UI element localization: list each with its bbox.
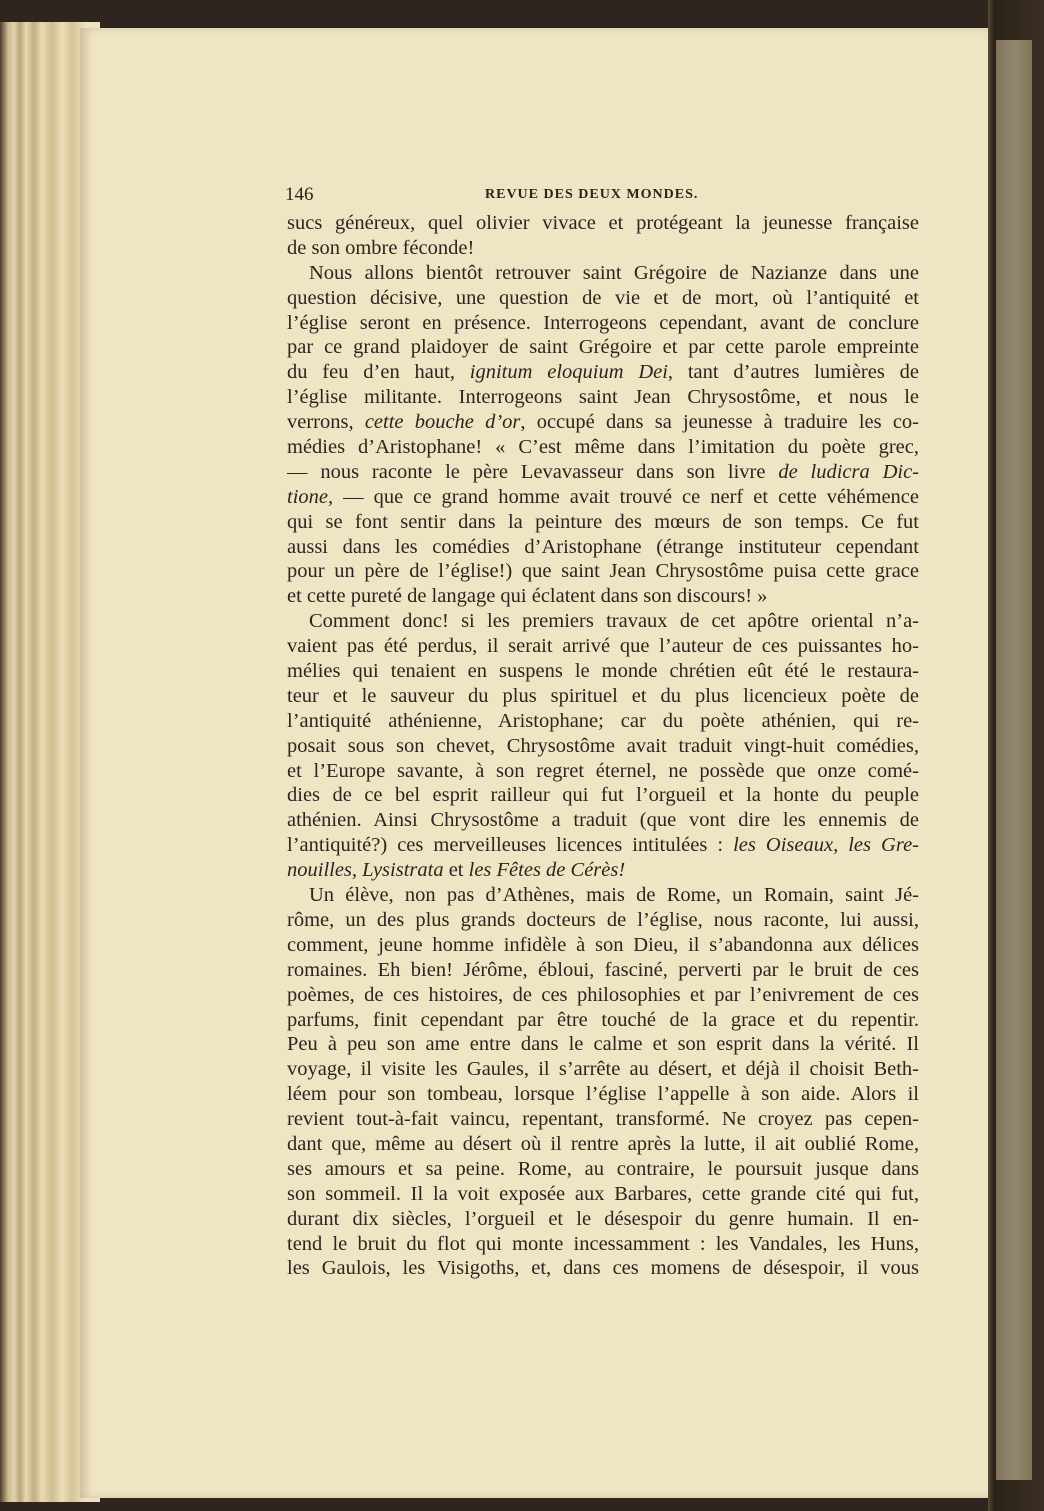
italic-text: tione, [287, 485, 334, 508]
text-segment: question décisive, une question de vie et de mort, où l’antiquité et [287, 286, 919, 309]
text-line [287, 286, 919, 311]
text-line [287, 709, 919, 734]
page-header [285, 184, 915, 208]
text-line [287, 759, 919, 784]
text-segment: athénien. Ainsi Chrysostôme a traduit (que vont dire les ennemis de [287, 809, 919, 832]
text-segment: , tant d’autres lumières de [667, 361, 919, 384]
text-segment: les Gaulois, les Visigoths, et, dans ces momens de désespoir, il vous [287, 1257, 919, 1280]
text-line [287, 734, 919, 759]
text-line [287, 236, 919, 261]
text-segment: parfums, finit cependant par être touché de la grace et du repentir. [287, 1008, 919, 1031]
text-line [287, 410, 919, 435]
text-segment: Un élève, non pas d’Athènes, mais de Rome, un Romain, saint Jé- [309, 884, 919, 907]
text-segment: — que ce grand homme avait trouvé ce nerf et cette véhémence [333, 485, 919, 508]
text-line [287, 1256, 919, 1281]
text-segment: teur et le sauveur du plus spirituel et du plus licencieux poète de [287, 684, 919, 707]
text-line [287, 1107, 919, 1132]
text-segment: par ce grand plaidoyer de saint Grégoire et par cette parole empreinte [287, 336, 919, 359]
text-line [287, 559, 919, 584]
text-segment: vaient pas été perdus, il serait arrivé que l’auteur de ces puissantes ho- [287, 635, 919, 658]
text-line [287, 684, 919, 709]
text-line [287, 261, 919, 286]
text-segment: rôme, un des plus grands docteurs de l’église, nous raconte, lui aussi, [287, 908, 919, 931]
text-line [287, 211, 919, 236]
text-segment: léem pour son tombeau, lorsque l’église l’appelle à son aide. Alors il [287, 1083, 919, 1106]
text-segment: et cette pureté de langage qui éclatent dans son discours! » [287, 585, 768, 608]
text-line [287, 933, 919, 958]
text-line [287, 958, 919, 983]
body-text [287, 211, 919, 1281]
text-line [287, 1157, 919, 1182]
italic-text: cette bouche d’or [364, 411, 521, 434]
text-line [287, 311, 919, 336]
text-line [287, 808, 919, 833]
text-segment: ses amours et sa peine. Rome, au contraire, le poursuit jusque dans [287, 1157, 919, 1180]
text-line [287, 485, 919, 510]
text-segment: , occupé dans sa jeunesse à traduire les co- [520, 411, 919, 434]
text-line [287, 1232, 919, 1257]
text-line [287, 1032, 919, 1057]
text-segment: poèmes, de ces histoires, de ces philosophies et par l’enivrement de ces [287, 983, 919, 1006]
text-line [287, 634, 919, 659]
italic-text: ignitum eloquium Dei [469, 361, 668, 384]
text-segment: l’antiquité?) ces merveilleuses licences intitulées : [287, 834, 734, 857]
text-segment: romaines. Eh bien! Jérôme, ébloui, fasciné, perverti par le bruit de ces [287, 958, 919, 981]
text-line [287, 883, 919, 908]
italic-text: nouilles, Lysistrata [287, 859, 444, 882]
text-segment: Peu à peu son ame entre dans le calme et son esprit dans la vérité. Il [287, 1033, 919, 1056]
italic-text: de ludicra Dic- [778, 460, 919, 483]
text-line [287, 1132, 919, 1157]
text-line [287, 1082, 919, 1107]
text-segment: revient tout-à-fait vaincu, repentant, transformé. Ne croyez pas cepen- [287, 1108, 919, 1131]
text-line [287, 584, 919, 609]
text-line [287, 1008, 919, 1033]
text-segment: et l’Europe savante, à son regret éternel, ne possède que onze comé- [287, 759, 919, 782]
text-segment: dant que, même au désert où il rentre après la lutte, il ait oublié Rome, [287, 1132, 919, 1155]
text-segment: de son ombre féconde! [287, 236, 475, 259]
text-segment: durant dix siècles, l’orgueil et le désespoir du genre humain. Il en- [287, 1207, 919, 1230]
text-segment: l’église militante. Interrogeons saint Jean Chrysostôme, et nous le [287, 386, 919, 409]
italic-text: les Fêtes de Cérès! [468, 859, 626, 882]
text-segment: pour un père de l’église!) que saint Jean Chrysostôme puisa cette grace [287, 560, 919, 583]
italic-text: les Oiseaux, les Gre- [733, 834, 919, 857]
text-line [287, 659, 919, 684]
text-line [287, 1057, 919, 1082]
text-line [287, 360, 919, 385]
text-line [287, 335, 919, 360]
text-segment: — nous raconte le père Levavasseur dans son livre [287, 460, 779, 483]
text-line [287, 385, 919, 410]
facing-page-edge [988, 0, 1044, 1511]
text-line [287, 983, 919, 1008]
text-line [287, 783, 919, 808]
text-line [287, 833, 919, 858]
text-segment: du feu d’en haut, [287, 361, 470, 384]
text-segment: son sommeil. Il la voit exposée aux Barbares, cette grande cité qui fut, [287, 1182, 919, 1205]
text-segment: verrons, [287, 411, 365, 434]
text-segment: Comment donc! si les premiers travaux de cet apôtre oriental n’a- [309, 610, 919, 633]
text-segment: sucs généreux, quel olivier vivace et protégeant la jeunesse française [287, 212, 919, 234]
text-line [287, 510, 919, 535]
text-segment: l’antiquité athénienne, Aristophane; car du poète athénien, qui re- [287, 709, 919, 732]
text-line [287, 1207, 919, 1232]
text-segment: dies de ce bel esprit railleur qui fut l’orgueil et la honte du peuple [287, 784, 919, 807]
text-segment: comment, jeune homme infidèle à son Dieu, il s’abandonna aux délices [287, 933, 919, 956]
text-line [287, 460, 919, 485]
text-line [287, 858, 919, 883]
text-line [287, 609, 919, 634]
text-segment: médies d’Aristophane! « C’est même dans l’imitation du poète grec, [287, 436, 919, 459]
text-segment: voyage, il visite les Gaules, il s’arrête au désert, et déjà il choisit Beth- [287, 1058, 919, 1081]
text-line [287, 435, 919, 460]
text-line [287, 535, 919, 560]
text-segment: aussi dans les comédies d’Aristophane (étrange instituteur cependant [287, 535, 919, 558]
text-line [287, 908, 919, 933]
text-segment: Nous allons bientôt retrouver saint Grégoire de Nazianze dans une [309, 261, 919, 284]
running-head: REVUE DES DEUX MONDES. [485, 187, 699, 202]
text-segment: qui se font sentir dans la peinture des mœurs de son temps. Ce fut [287, 510, 919, 533]
text-line [287, 1182, 919, 1207]
text-segment: et [443, 859, 469, 882]
text-segment: tend le bruit du flot qui monte incessamment : les Vandales, les Huns, [287, 1232, 919, 1255]
text-segment: posait sous son chevet, Chrysostôme avait traduit vingt-huit comédies, [287, 734, 919, 757]
page-number: 146 [285, 184, 314, 205]
text-segment: l’église seront en présence. Interrogeons cependant, avant de conclure [287, 311, 919, 334]
text-segment: mélies qui tenaient en suspens le monde chrétien eût été le restaura- [287, 660, 919, 683]
